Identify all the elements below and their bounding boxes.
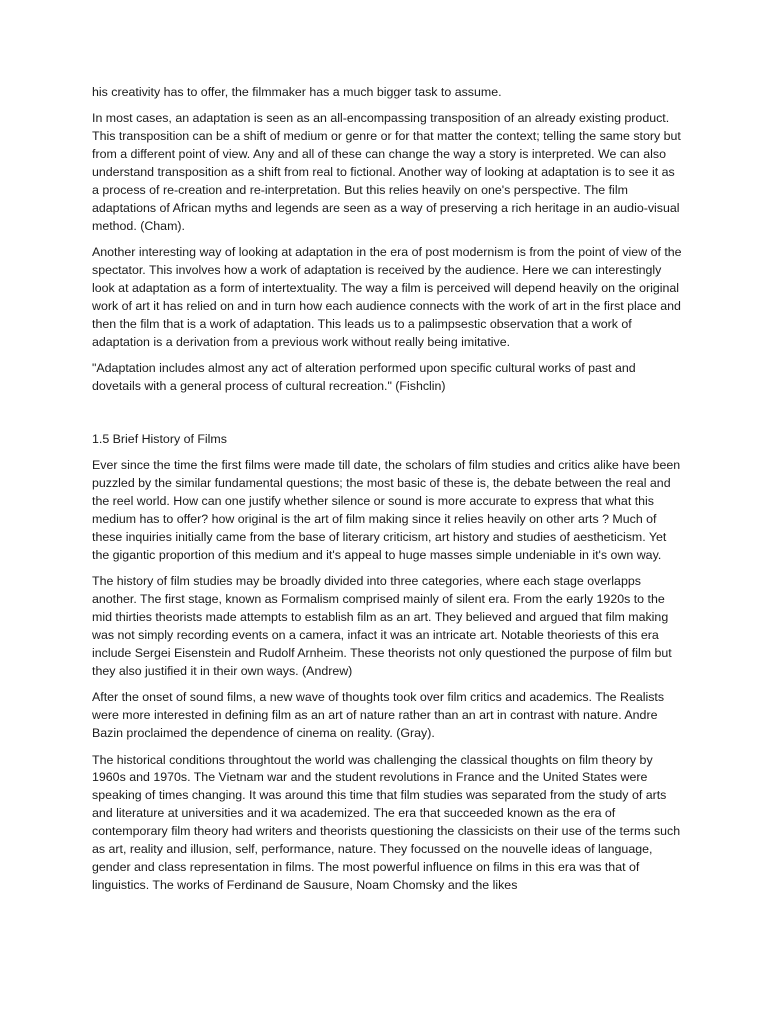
paragraph-adaptation-definition: In most cases, an adaptation is seen as an all-encompassing transposition of an already existing product. This transposition can be a shift of medium or genre or for that matter the context; telling the same story but from a different point of view. Any and all of these can change the way a story is interpreted. We can also understand transposition as a shift from real to fictional. Another way of looking at adaptation is to see it as a process of re-creation and re-interpretation. But this relies heavily on one's perspective. The film adaptations of African myths and legends are seen as a way of preserving a rich heritage in an audio-visual method. (Cham).	[92, 111, 681, 233]
paragraph-continuation: his creativity has to offer, the filmmaker has a much bigger task to assume.	[92, 85, 502, 99]
paragraph-adaptation-spectator: Another interesting way of looking at adaptation in the era of post modernism is from the point of view of the spectator. This involves how a work of adaptation is received by the audience. Here we can interestingly look at adaptation as a form of intertextuality. The way a film is perceived will depend heavily on the original work of art it has relied on and in turn how each audience connects with the work of art in the first place and then the film that is a work of adaptation. This leads us to a palimpsestic observation that a work of adaptation is a derivation from a previous work without really being imitative.	[92, 245, 682, 349]
paragraph-realism: After the onset of sound films, a new wave of thoughts took over film critics and academics. The Realists were more interested in defining film as an art of nature rather than an art in contrast with nature. Andre Bazin proclaimed the dependence of cinema on reality. (Gray).	[92, 690, 665, 741]
paragraph-contemporary-theory: The historical conditions throughtout the world was challenging the classical thoughts on film theory by 1960s and 1970s. The Vietnam war and the student revolutions in France and the United States were speaking of times changing. It was around this time that film studies was separated from the study of arts and literature at universities and it wa academized. The era that succeeded known as the era of contemporary film theory had writers and theorists questioning the classicists on their use of the terms such as art, reality and illusion, self, performance, nature. They focussed on the nouvelle ideas of language, gender and class representation in films. The most powerful influence on films in this era was that of linguistics. The works of Ferdinand de Sausure, Noam Chomsky and the likes	[92, 752, 681, 892]
document-page	[92, 84, 682, 903]
paragraph-quote-fishclin: "Adaptation includes almost any act of alteration performed upon specific cultural works of past and dovetails with a general process of cultural recreation." (Fishclin)	[92, 361, 636, 394]
paragraph-formalism: The history of film studies may be broadly divided into three categories, where each stage overlapps another. The first stage, known as Formalism comprised mainly of silent era. From the early 1920s to the mid thirties theorists made attempts to establish film as an art. They believed and argued that film making was not simply recording events on a camera, infact it was an intricate art. Notable theoriests of this era include Sergei Eisenstein and Rudolf Arnheim. These theorists not only questioned the purpose of film but they also justified it in their own ways. (Andrew)	[92, 574, 672, 678]
section-heading: 1.5 Brief History of Films	[92, 432, 227, 446]
paragraph-film-questions: Ever since the time the first films were made till date, the scholars of film studies and critics alike have been puzzled by the similar fundamental questions; the most basic of these is, the debate between the real and the reel world. How can one justify whether silence or sound is more accurate to express that what this medium has to offer? how original is the art of film making since it relies heavily on other arts ? Much of these inquiries initially came from the base of literary criticism, art history and studies of aestheticism. Yet the gigantic proportion of this medium and it's appeal to huge masses simple undeniable in it's own way.	[92, 458, 681, 562]
